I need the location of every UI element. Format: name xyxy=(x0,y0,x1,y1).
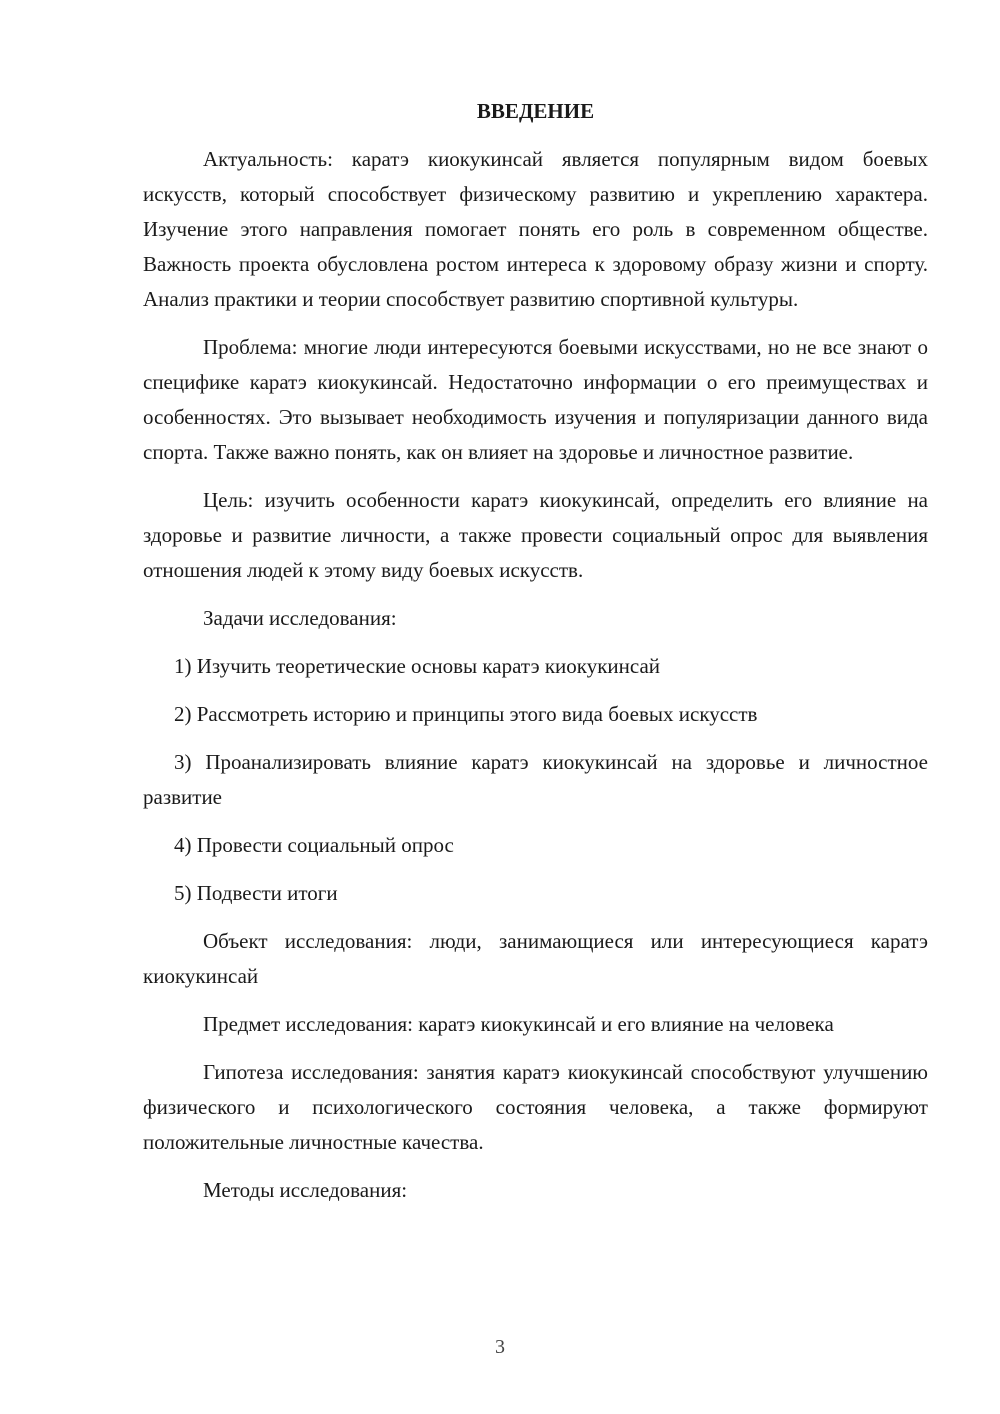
task-item-1: 1) Изучить теоретические основы каратэ киокукинсай xyxy=(174,654,661,678)
relevance-paragraph: Актуальность: каратэ киокукинсай является популярным видом боевых искусств, который способствует физическому развитию и укреплению характера. Изучение этого направления помогает понять его роль в современном обществе. Важность проекта обусловлена ростом интереса к здоровому образу жизни и спорту. Анализ практики и теории способствует развитию спортивной культуры. xyxy=(143,147,928,311)
goal-paragraph: Цель: изучить особенности каратэ киокукинсай, определить его влияние на здоровье и развитие личности, а также провести социальный опрос для выявления отношения людей к этому виду боевых искусств. xyxy=(143,488,928,582)
page-number: 3 xyxy=(495,1336,505,1358)
problem-paragraph: Проблема: многие люди интересуются боевыми искусствами, но не все знают о специфике каратэ киокукинсай. Недостаточно информации о его преимуществах и особенностях. Это вызывает необходимость изучения и популяризации данного вида спорта. Также важно понять, как он влияет на здоровье и личностное развитие. xyxy=(143,335,928,464)
task-item-2: 2) Рассмотреть историю и принципы этого вида боевых искусств xyxy=(174,702,758,726)
task-item-4: 4) Провести социальный опрос xyxy=(174,833,454,857)
page-content xyxy=(143,96,928,1208)
object-paragraph: Объект исследования: люди, занимающиеся или интересующиеся каратэ киокукинсай xyxy=(143,929,928,988)
subject-paragraph: Предмет исследования: каратэ киокукинсай и его влияние на человека xyxy=(203,1012,834,1036)
methods-heading: Методы исследования: xyxy=(203,1178,408,1202)
section-title: ВВЕДЕНИЕ xyxy=(476,99,595,123)
task-item-3: 3) Проанализировать влияние каратэ киокукинсай на здоровье и личностное развитие xyxy=(143,750,928,809)
tasks-heading: Задачи исследования: xyxy=(203,606,397,630)
task-item-5: 5) Подвести итоги xyxy=(174,881,338,905)
hypothesis-paragraph: Гипотеза исследования: занятия каратэ киокукинсай способствуют улучшению физического и психологического состояния человека, а также формируют положительные личностные качества. xyxy=(143,1060,928,1154)
